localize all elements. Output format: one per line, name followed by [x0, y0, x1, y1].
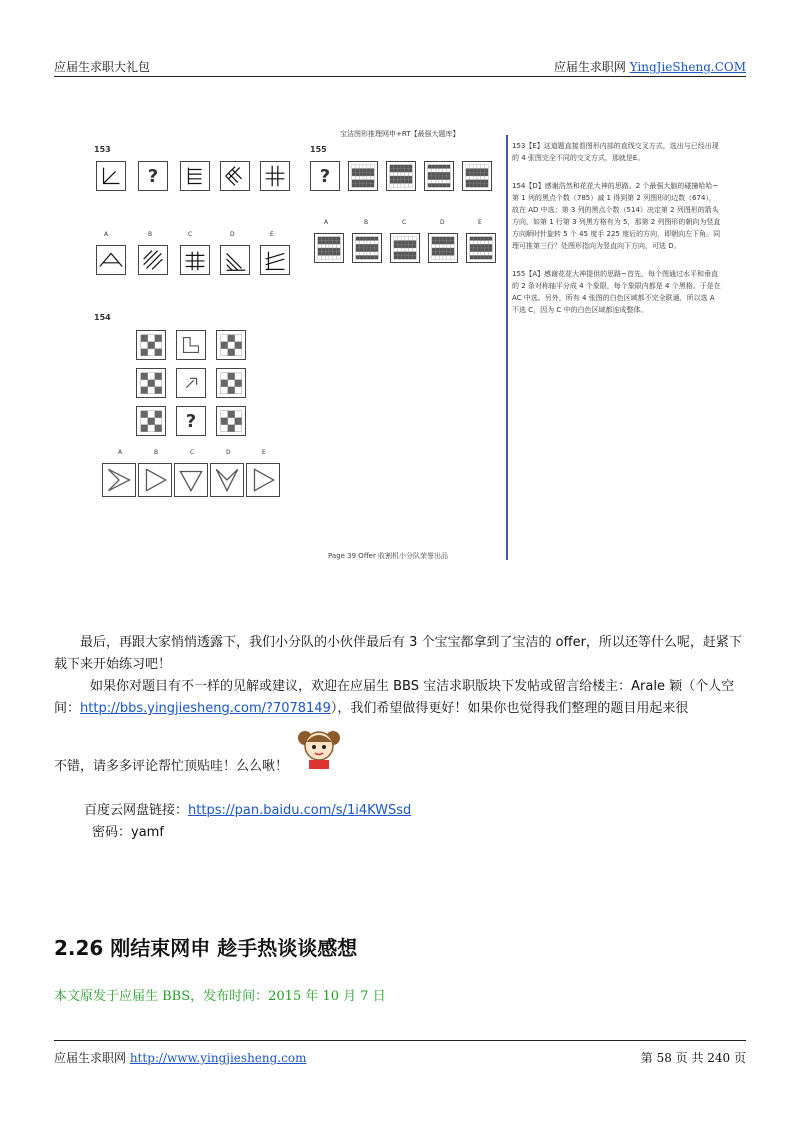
baidu-link[interactable]: https://pan.baidu.com/s/1i4KWSsd	[188, 803, 412, 818]
q153-figure	[96, 161, 126, 191]
q155-option[interactable]	[314, 233, 344, 263]
q153-option[interactable]	[96, 245, 126, 275]
q153-option[interactable]	[220, 245, 250, 275]
explanations	[512, 140, 722, 332]
q154-opt-d: D	[226, 449, 231, 456]
q154-figure	[136, 406, 166, 436]
q154-opt-b: B	[154, 449, 159, 456]
paragraph-final: 最后，再跟大家悄悄透露下，我们小分队的小伙伴最后有 3 个宝宝都拿到了宝洁的 offer，所以还等什么呢，赶紧下载下来开始练习吧！	[54, 635, 742, 672]
q154-unknown: ?	[176, 406, 206, 436]
q153-opt-b: B	[148, 231, 153, 238]
q153-option[interactable]	[180, 245, 210, 275]
q153-opt-d: D	[230, 231, 235, 238]
section-source: 本文原发于应届生 BBS，发布时间：2015 年 10 月 7 日	[54, 989, 386, 1004]
q153-opt-c: C	[188, 231, 193, 238]
q153-figure	[260, 161, 290, 191]
section-heading: 2.26 刚结束网申 趁手热谈谈感想	[54, 936, 358, 960]
q155-opt-c: C	[402, 219, 407, 226]
q154-figure	[216, 368, 246, 398]
q154-figure	[136, 368, 166, 398]
paragraph-feedback: 如果你对题目有不一样的见解或建议，欢迎在应届生 BBS 宝洁求职版块下发帖或留言给楼主：Arale 颖（个人空间：http://bbs.yingjiesheng.com/?7078149），我们希望做得更好！如果你也觉得我们整理的题目用起来很	[54, 679, 735, 716]
q154-option[interactable]	[138, 463, 172, 497]
q153-label: 153	[94, 145, 111, 154]
divider-line	[506, 135, 508, 560]
q155-unknown: ?	[310, 161, 340, 191]
q155-figure	[462, 161, 492, 191]
q154-option[interactable]	[210, 463, 244, 497]
q154-figure	[216, 330, 246, 360]
q155-option[interactable]	[466, 233, 496, 263]
header-link[interactable]: YingJieSheng.COM	[629, 60, 746, 74]
embedded-page-image	[88, 125, 518, 565]
header-left: 应届生求职大礼包	[54, 60, 151, 74]
q155-opt-a: A	[324, 219, 329, 226]
q153-opt-e: E	[270, 231, 274, 238]
explanation-154: 154【D】感谢浩然和花花大神的思路。2 个最强大脑的碰撞哈哈~第 1 列的黑点个数（785）减 1 得到第 2 列图形的边数（674），故在 AD 中选；第 3 列的黑点个数（514）决定第 2 列图形的箭头方向，如第 1 行第 3 列黑方格有为 5，那第 2 列图形的朝向为竖直方向顺时针旋转 5 个 45 度手 225 度后的方向，即朝向左下角。同理可推第三行？处图形指向为竖直向下方向，可选 D。	[512, 182, 721, 250]
embedded-title: 宝洁图形推理网申+RT【最强大题库】	[340, 130, 460, 138]
q154-figure	[136, 330, 166, 360]
q154-opt-e: E	[262, 449, 266, 456]
header-right: 应届生求职网 YingJieSheng.COM	[553, 60, 746, 74]
q155-opt-d: D	[440, 219, 445, 226]
q155-opt-b: B	[364, 219, 369, 226]
password-line: 密码：yamf	[92, 825, 164, 840]
q153-opt-a: A	[104, 231, 109, 238]
bbs-link[interactable]: http://bbs.yingjiesheng.com/?7078149	[80, 701, 331, 716]
q154-opt-c: C	[190, 449, 195, 456]
baidu-line: 百度云网盘链接：https://pan.baidu.com/s/1i4KWSsd	[84, 803, 412, 818]
q154-option[interactable]	[102, 463, 136, 497]
q155-label: 155	[310, 145, 327, 154]
explanation-155: 155【A】感谢花花大神提供的思路~首先，每个图通过水平和垂直的 2 条对称轴平分成 4 个象限，每个象限内都是 4 个黑格。于是在 AC 中选。另外，所有 4 张图的白色区域都不完全联通，所以选 A 不选 C，因为 C 中的白色区域都连成整体。	[512, 270, 721, 314]
q154-figure	[216, 406, 246, 436]
paragraph-comment: 不错，请多多评论帮忙顶贴哇！么么啾！	[54, 759, 289, 774]
q154-figure	[176, 368, 206, 398]
q154-option[interactable]	[174, 463, 208, 497]
page-number: 第 58 页 共 240 页	[640, 1051, 746, 1065]
q153-unknown: ?	[138, 161, 168, 191]
embedded-page-footer: Page 39 Offer 收割机小分队荣誉出品	[328, 552, 449, 560]
q154-label: 154	[94, 313, 111, 322]
q155-option[interactable]	[352, 233, 382, 263]
footer-left: 应届生求职网 http://www.yingjiesheng.com	[54, 1051, 307, 1065]
q155-figure	[348, 161, 378, 191]
q154-figure	[176, 330, 206, 360]
q155-opt-e: E	[478, 219, 482, 226]
page-footer	[54, 1040, 746, 1065]
q153-figure	[220, 161, 250, 191]
page-header	[54, 56, 746, 77]
q153-figure	[180, 161, 210, 191]
q154-opt-a: A	[118, 449, 123, 456]
explanation-153: 153【E】这道题直接看图形内部的直线交叉方式，选出与已经出现的 4 张图完全不同的交叉方式，那就是E。	[512, 142, 719, 162]
q155-figure	[386, 161, 416, 191]
q155-option[interactable]	[390, 233, 420, 263]
footer-link[interactable]: http://www.yingjiesheng.com	[129, 1051, 307, 1065]
q155-figure	[424, 161, 454, 191]
q153-option[interactable]	[138, 245, 168, 275]
q153-option[interactable]	[260, 245, 290, 275]
q154-option[interactable]	[246, 463, 280, 497]
q155-option[interactable]	[428, 233, 458, 263]
